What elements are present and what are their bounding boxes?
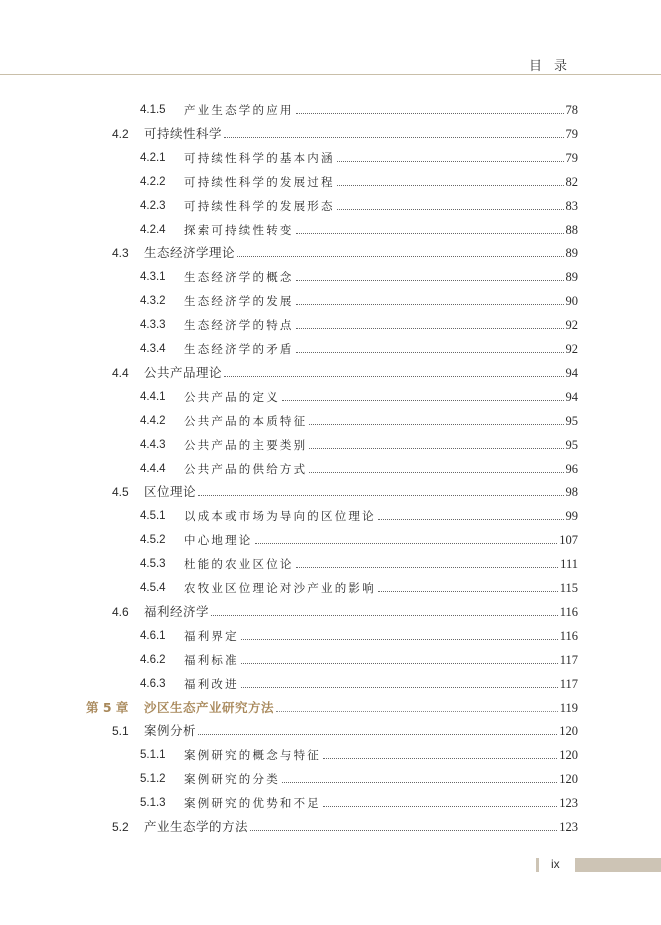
toc-entry-number: 4.4.2 — [140, 414, 166, 427]
toc-subsection-entry — [140, 765, 578, 787]
toc-entry-page: 94 — [565, 365, 578, 380]
toc-entry-number: 5.2 — [112, 820, 129, 834]
toc-leader-dots — [309, 448, 563, 449]
toc-subsection-entry — [140, 287, 578, 309]
toc-subsection-entry — [140, 646, 578, 668]
toc-leader-dots — [323, 758, 557, 759]
toc-entry-number: 5.1.3 — [140, 797, 166, 810]
toc-entry-page: 115 — [559, 581, 578, 595]
toc-entry-page: 79 — [565, 150, 578, 165]
toc-entry-page: 82 — [565, 174, 578, 189]
page-number: ix — [551, 857, 560, 871]
toc-entry-title: 生态经济学的概念 — [184, 270, 294, 285]
folio-marker — [536, 858, 539, 872]
toc-subsection-entry — [140, 741, 578, 763]
toc-entry-page: 95 — [565, 437, 578, 452]
toc-entry-title: 生态经济学理论 — [144, 245, 236, 261]
toc-entry-title: 中心地理论 — [184, 533, 253, 548]
toc-entry-title: 沙区生态产业研究方法 — [144, 699, 275, 715]
toc-entry-title: 产业生态学的方法 — [144, 819, 249, 834]
toc-entry-page: 107 — [559, 533, 578, 548]
toc-entry-title: 福利改进 — [184, 676, 239, 691]
toc-entry-title: 生态经济学的特点 — [184, 318, 294, 333]
toc-entry-title: 生态经济学的矛盾 — [184, 342, 294, 356]
toc-entry-number: 4.2.1 — [140, 151, 166, 164]
toc-entry-number: 5.1 — [112, 724, 129, 739]
toc-leader-dots — [323, 806, 557, 807]
toc-entry-number: 4.4.4 — [140, 462, 166, 475]
toc-subsection-entry — [140, 216, 578, 238]
toc-entry-number: 4.5.4 — [140, 582, 166, 594]
toc-entry-number: 4.5.2 — [140, 534, 166, 547]
toc-leader-dots — [378, 519, 564, 520]
toc-entry-page: 123 — [559, 796, 578, 811]
toc-entry-page: 78 — [565, 103, 578, 117]
toc-entry-title: 福利界定 — [184, 628, 239, 643]
toc-entry-number: 4.2.2 — [140, 175, 166, 188]
toc-entry-number: 4.4.3 — [140, 438, 166, 451]
toc-subsection-entry — [140, 502, 578, 524]
toc-leader-dots — [296, 352, 564, 353]
toc-leader-dots — [282, 400, 564, 401]
toc-leader-dots — [296, 233, 564, 234]
toc-entry-page: 120 — [559, 748, 578, 763]
header-rule — [0, 74, 661, 75]
toc-entry-number: 4.3.4 — [140, 343, 166, 355]
toc-leader-dots — [296, 328, 564, 329]
toc-entry-page: 123 — [559, 820, 578, 834]
toc-entry-title: 公共产品的主要类别 — [184, 437, 308, 452]
toc-subsection-entry — [140, 144, 578, 166]
toc-entry-number: 4.2.3 — [140, 199, 166, 212]
toc-entry-title: 案例研究的优势和不足 — [184, 796, 321, 811]
toc-entry-title: 福利经济学 — [144, 603, 210, 619]
toc-entry-number: 4.6 — [112, 604, 129, 619]
toc-entry-page: 111 — [560, 557, 578, 572]
toc-entry-page: 89 — [565, 246, 578, 261]
toc-entry-number: 4.5 — [112, 485, 129, 500]
toc-entry-title: 公共产品的定义 — [184, 389, 280, 404]
toc-leader-dots — [309, 424, 563, 425]
toc-leader-dots — [198, 734, 557, 735]
toc-section-entry — [112, 717, 578, 739]
toc-entry-page: 79 — [565, 126, 578, 141]
toc-entry-title: 区位理论 — [144, 484, 197, 500]
toc-entry-page: 90 — [565, 294, 578, 309]
toc-subsection-entry — [140, 574, 578, 596]
toc-entry-number: 4.3.3 — [140, 319, 166, 332]
toc-entry-number: 5.1.1 — [140, 749, 166, 762]
toc-subsection-entry — [140, 383, 578, 405]
toc-leader-dots — [224, 137, 563, 138]
toc-leader-dots — [296, 113, 564, 114]
toc-entry-page: 98 — [565, 485, 578, 500]
toc-chapter-entry — [86, 694, 578, 716]
toc-entry-page: 117 — [559, 676, 578, 691]
toc-entry-title: 案例分析 — [144, 723, 197, 739]
toc-entry-title: 可持续性科学的发展过程 — [184, 174, 335, 189]
toc-leader-dots — [296, 567, 559, 568]
toc-section-entry — [112, 478, 578, 500]
toc-leader-dots — [211, 615, 558, 616]
toc-entry-page: 119 — [559, 700, 578, 715]
toc-subsection-entry — [140, 431, 578, 453]
toc-leader-dots — [276, 711, 558, 712]
toc-entry-page: 116 — [559, 628, 578, 643]
toc-leader-dots — [241, 687, 558, 688]
toc-entry-title: 案例研究的分类 — [184, 772, 280, 787]
toc-leader-dots — [255, 543, 558, 544]
toc-leader-dots — [241, 663, 558, 664]
toc-entry-number: 4.2 — [112, 126, 129, 141]
toc-subsection-entry — [140, 550, 578, 572]
toc-leader-dots — [282, 782, 557, 783]
toc-entry-number: 4.3 — [112, 246, 129, 261]
toc-entry-number: 4.6.3 — [140, 677, 166, 690]
toc-subsection-entry — [140, 455, 578, 477]
toc-entry-page: 83 — [565, 198, 578, 213]
toc-entry-title: 公共产品的本质特征 — [184, 413, 308, 428]
toc-entry-page: 96 — [565, 461, 578, 476]
toc-entry-title: 公共产品的供给方式 — [184, 461, 308, 476]
toc-leader-dots — [198, 495, 563, 496]
toc-leader-dots — [224, 376, 563, 377]
toc-entry-number: 第 5 章 — [86, 699, 129, 715]
toc-entry-title: 福利标准 — [184, 652, 239, 667]
toc-leader-dots — [337, 161, 564, 162]
toc-leader-dots — [337, 209, 564, 210]
toc-leader-dots — [241, 639, 558, 640]
toc-leader-dots — [337, 185, 564, 186]
toc-entry-number: 4.3.1 — [140, 271, 166, 284]
toc-subsection-entry — [140, 263, 578, 285]
toc-subsection-entry — [140, 311, 578, 333]
toc-entry-title: 生态经济学的发展 — [184, 294, 294, 309]
toc-subsection-entry — [140, 622, 578, 644]
toc-entry-title: 探索可持续性转变 — [184, 222, 294, 237]
toc-section-entry — [112, 813, 578, 835]
folio-bar — [575, 858, 661, 872]
toc-entry-number: 4.6.2 — [140, 653, 166, 666]
toc-leader-dots — [296, 280, 564, 281]
toc-leader-dots — [296, 304, 564, 305]
toc-entry-title: 可持续性科学的发展形态 — [184, 198, 335, 213]
toc-entry-number: 4.6.1 — [140, 629, 166, 642]
toc-leader-dots — [378, 591, 558, 592]
toc-entry-page: 94 — [565, 389, 578, 404]
toc-subsection-entry — [140, 789, 578, 811]
toc-subsection-entry — [140, 526, 578, 548]
toc-entry-page: 92 — [565, 342, 578, 356]
toc-entry-page: 89 — [565, 270, 578, 285]
toc-entry-title: 杜能的农业区位论 — [184, 557, 294, 572]
toc-section-entry — [112, 120, 578, 142]
toc-entry-page: 120 — [559, 772, 578, 787]
toc-leader-dots — [309, 472, 563, 473]
toc-subsection-entry — [140, 670, 578, 692]
toc-section-entry — [112, 598, 578, 620]
toc-entry-number: 4.1.5 — [140, 104, 166, 116]
toc-entry-page: 116 — [559, 604, 578, 619]
toc-entry-number: 4.5.3 — [140, 558, 166, 571]
toc-entry-number: 4.3.2 — [140, 295, 166, 308]
toc-entry-title: 公共产品理论 — [144, 364, 223, 380]
toc-entry-title: 可持续性科学 — [144, 125, 223, 141]
toc-entry-number: 4.5.1 — [140, 510, 166, 523]
toc-entry-number: 4.2.4 — [140, 223, 166, 236]
toc-subsection-entry — [140, 335, 578, 357]
toc-entry-title: 产业生态学的应用 — [184, 103, 294, 117]
toc-subsection-entry — [140, 192, 578, 214]
toc-entry-page: 99 — [565, 509, 578, 524]
toc-entry-title: 可持续性科学的基本内涵 — [184, 150, 335, 165]
toc-entry-page: 88 — [565, 222, 578, 237]
toc-subsection-entry — [140, 407, 578, 429]
toc-entry-page: 95 — [565, 413, 578, 428]
toc-entry-number: 5.1.2 — [140, 773, 166, 786]
toc-entry-number: 4.4.1 — [140, 390, 166, 403]
toc-entry-page: 92 — [565, 318, 578, 333]
toc-entry-page: 117 — [559, 652, 578, 667]
toc-entry-title: 农牧业区位理论对沙产业的影响 — [184, 581, 376, 595]
toc-entry-page: 120 — [559, 724, 578, 739]
toc-subsection-entry — [140, 96, 578, 118]
running-head: 目录 — [528, 59, 579, 74]
toc-leader-dots — [250, 830, 557, 831]
toc-subsection-entry — [140, 168, 578, 190]
toc-section-entry — [112, 359, 578, 381]
toc-entry-title: 以成本或市场为导向的区位理论 — [184, 509, 376, 524]
toc-entry-number: 4.4 — [112, 365, 129, 380]
toc-leader-dots — [237, 256, 563, 257]
toc-section-entry — [112, 239, 578, 261]
toc-entry-title: 案例研究的概念与特征 — [184, 748, 321, 763]
